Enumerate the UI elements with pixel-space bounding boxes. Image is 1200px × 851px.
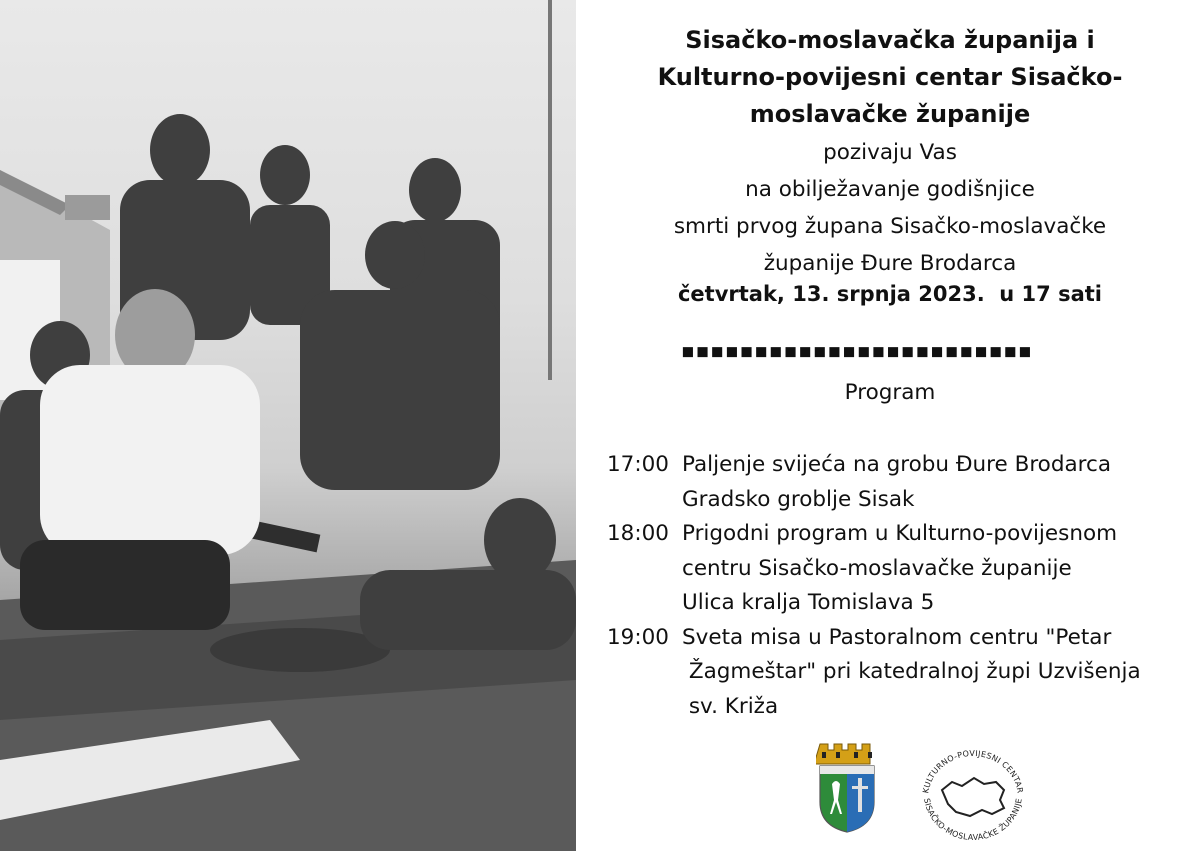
entry-line: Gradsko groblje Sisak [682, 486, 915, 512]
coat-of-arms-icon [816, 738, 878, 834]
schedule-entry [607, 517, 1187, 621]
entry-time: 17:00 [607, 452, 669, 477]
page-title [590, 22, 1190, 133]
title-line: Sisačko-moslavačka županija i [685, 26, 1095, 54]
entry-line: Sveta misa u Pastoralnom centru "Petar [682, 624, 1112, 650]
entry-time: 18:00 [607, 521, 669, 546]
entry-line: Prigodni program u Kulturno-povijesnom [682, 521, 1118, 546]
invite-line: na obilježavanje godišnjice [745, 177, 1035, 202]
entry-line: Paljenje svijeća na grobu Đure Brodarca [682, 452, 1112, 477]
invite-line: pozivaju Vas [823, 140, 957, 165]
entry-line: centru Sisačko-moslavačke županije [682, 555, 1072, 581]
entry-time: 19:00 [607, 624, 669, 650]
photo-scene [0, 0, 576, 851]
invitation-text [590, 134, 1190, 282]
dotted-divider: ▪▪▪▪▪▪▪▪▪▪▪▪▪▪▪▪▪▪▪▪▪▪▪▪ [680, 336, 1032, 366]
entry-line: Ulica kralja Tomislava 5 [682, 590, 935, 615]
program-heading: Program [844, 380, 936, 405]
entry-line: Žagmeštar" pri katedralnoj župi Uzvišenja [682, 659, 1141, 684]
title-line: moslavačke županije [749, 100, 1031, 128]
schedule-entry [607, 621, 1187, 725]
historical-photo [0, 0, 576, 851]
svg-text:SISAČKO-MOSLAVAČKE ŽUPANIJE: SISAČKO-MOSLAVAČKE ŽUPANIJE [922, 797, 1024, 842]
svg-text:KULTURNO-POVIJESNI CENTAR: KULTURNO-POVIJESNI CENTAR [921, 748, 1025, 794]
invitation-content [590, 0, 1190, 851]
title-line: Kulturno-povijesni centar Sisačko- [657, 63, 1123, 91]
invite-line: smrti prvog župana Sisačko-moslavačke [673, 214, 1107, 239]
centre-logo-icon [914, 742, 1032, 842]
invite-line: županije Đure Brodarca [763, 251, 1017, 276]
event-date: četvrtak, 13. srpnja 2023. u 17 sati [677, 282, 1103, 306]
schedule-entry [607, 448, 1187, 517]
entry-line: sv. Križa [682, 693, 779, 719]
program-schedule [607, 448, 1187, 724]
